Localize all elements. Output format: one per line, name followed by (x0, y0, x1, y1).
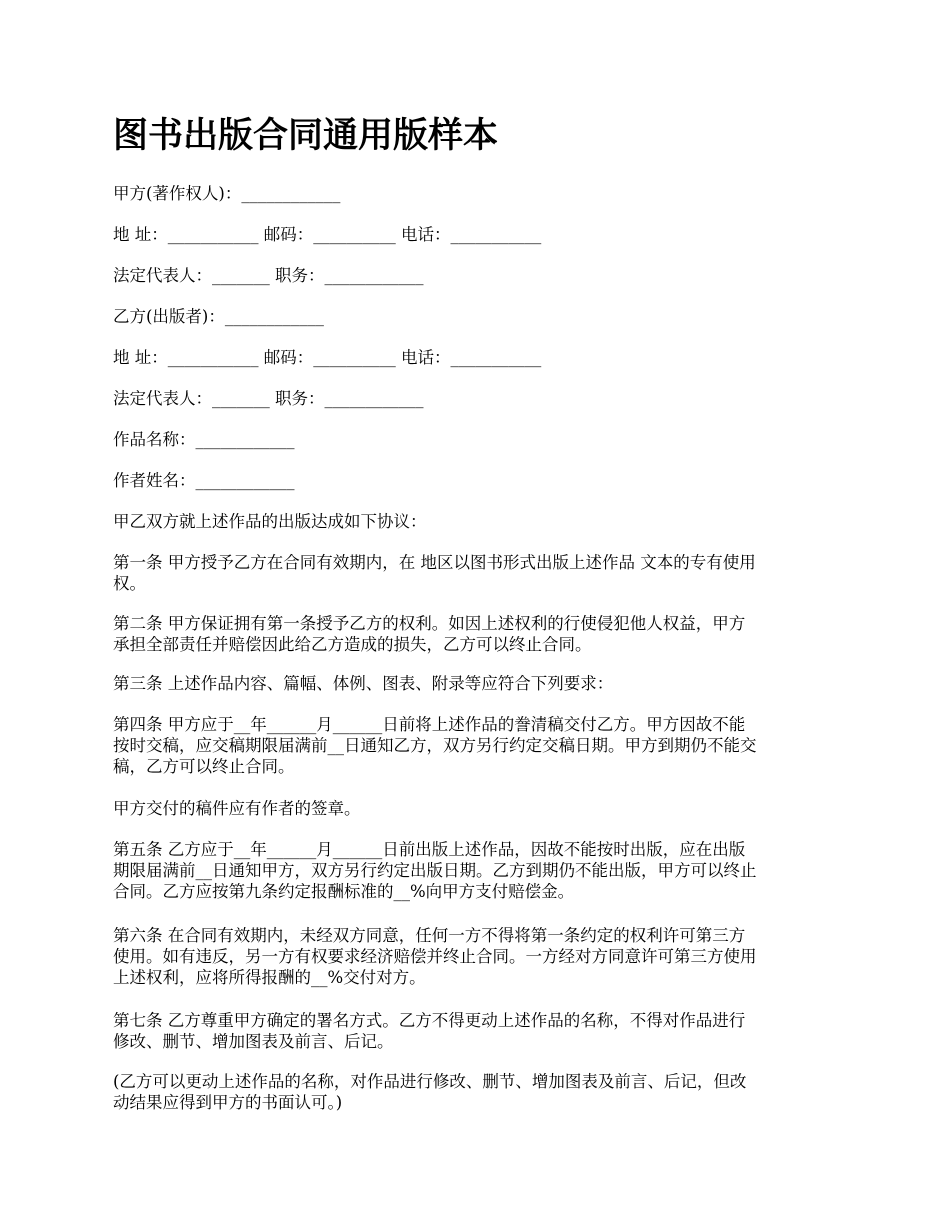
work-name-line: 作品名称：____________ (113, 430, 295, 449)
party-a-line: 甲方(著作权人)：____________ (113, 184, 341, 203)
article-6 (113, 925, 837, 988)
article-6-line: 使用。如有违反，另一方有权要求经济赔偿并终止合同。一方经对方同意许可第三方使用 (113, 947, 757, 966)
article-4-line: 稿，乙方可以终止合同。 (113, 757, 295, 776)
document-title: 图书出版合同通用版样本 (113, 116, 499, 156)
signature-note: 甲方交付的稿件应有作者的签章。 (113, 799, 361, 818)
article-7 (113, 1010, 837, 1052)
party-a-representative-line: 法定代表人：_______ 职务：____________ (113, 266, 424, 285)
party-b-address-line: 地 址：___________ 邮码：__________ 电话：___________ (113, 348, 542, 367)
article-7-line: 第七条 乙方尊重甲方确定的署名方式。乙方不得更动上述作品的名称，不得对作品进行 (113, 1011, 746, 1030)
party-b-representative-line: 法定代表人：_______ 职务：____________ (113, 389, 424, 408)
party-b-line: 乙方(出版者)：____________ (113, 307, 324, 326)
article-1-line: 第一条 甲方授予乙方在合同有效期内，在 地区以图书形式出版上述作品 文本的专有使用 (113, 553, 756, 572)
article-7-note-line: 动结果应得到甲方的书面认可。) (113, 1093, 343, 1112)
article-1-line: 权。 (113, 574, 146, 593)
article-5-line: 合同。乙方应按第九条约定报酬标准的__%向甲方支付赔偿金。 (113, 882, 575, 901)
article-6-line: 第六条 在合同有效期内，未经双方同意，任何一方不得将第一条约定的权利许可第三方 (113, 926, 746, 945)
article-5-line: 第五条 乙方应于__年______月______日前出版上述作品，因故不能按时出版，应在出版 (113, 840, 746, 859)
author-name-line: 作者姓名：____________ (113, 471, 295, 490)
article-7-note-line: (乙方可以更动上述作品的名称，对作品进行修改、删节、增加图表及前言、后记，但改 (113, 1072, 747, 1091)
agreement-intro: 甲乙双方就上述作品的出版达成如下协议： (113, 512, 427, 531)
article-4-line: 按时交稿，应交稿期限届满前__日通知乙方，双方另行约定交稿日期。甲方到期仍不能交 (113, 736, 757, 755)
article-6-line: 上述权利，应将所得报酬的__%交付对方。 (113, 968, 426, 987)
party-a-address-line: 地 址：___________ 邮码：__________ 电话：___________ (113, 225, 542, 244)
article-4-line: 第四条 甲方应于__年______月______日前将上述作品的誊清稿交付乙方。甲方因故不能 (113, 715, 746, 734)
article-2-line: 承担全部责任并赔偿因此给乙方造成的损失，乙方可以终止合同。 (113, 635, 592, 654)
article-7-line: 修改、删节、增加图表及前言、后记。 (113, 1032, 394, 1051)
article-2-line: 第二条 甲方保证拥有第一条授予乙方的权利。如因上述权利的行使侵犯他人权益，甲方 (113, 614, 746, 633)
article-5 (113, 839, 837, 902)
article-7-note (113, 1071, 837, 1113)
article-5-line: 期限届满前__日通知甲方，双方另行约定出版日期。乙方到期仍不能出版，甲方可以终止 (113, 861, 757, 880)
article-3: 第三条 上述作品内容、篇幅、体例、图表、附录等应符合下列要求： (113, 674, 614, 693)
article-1 (113, 552, 837, 594)
article-2 (113, 613, 837, 655)
article-4 (113, 714, 837, 777)
